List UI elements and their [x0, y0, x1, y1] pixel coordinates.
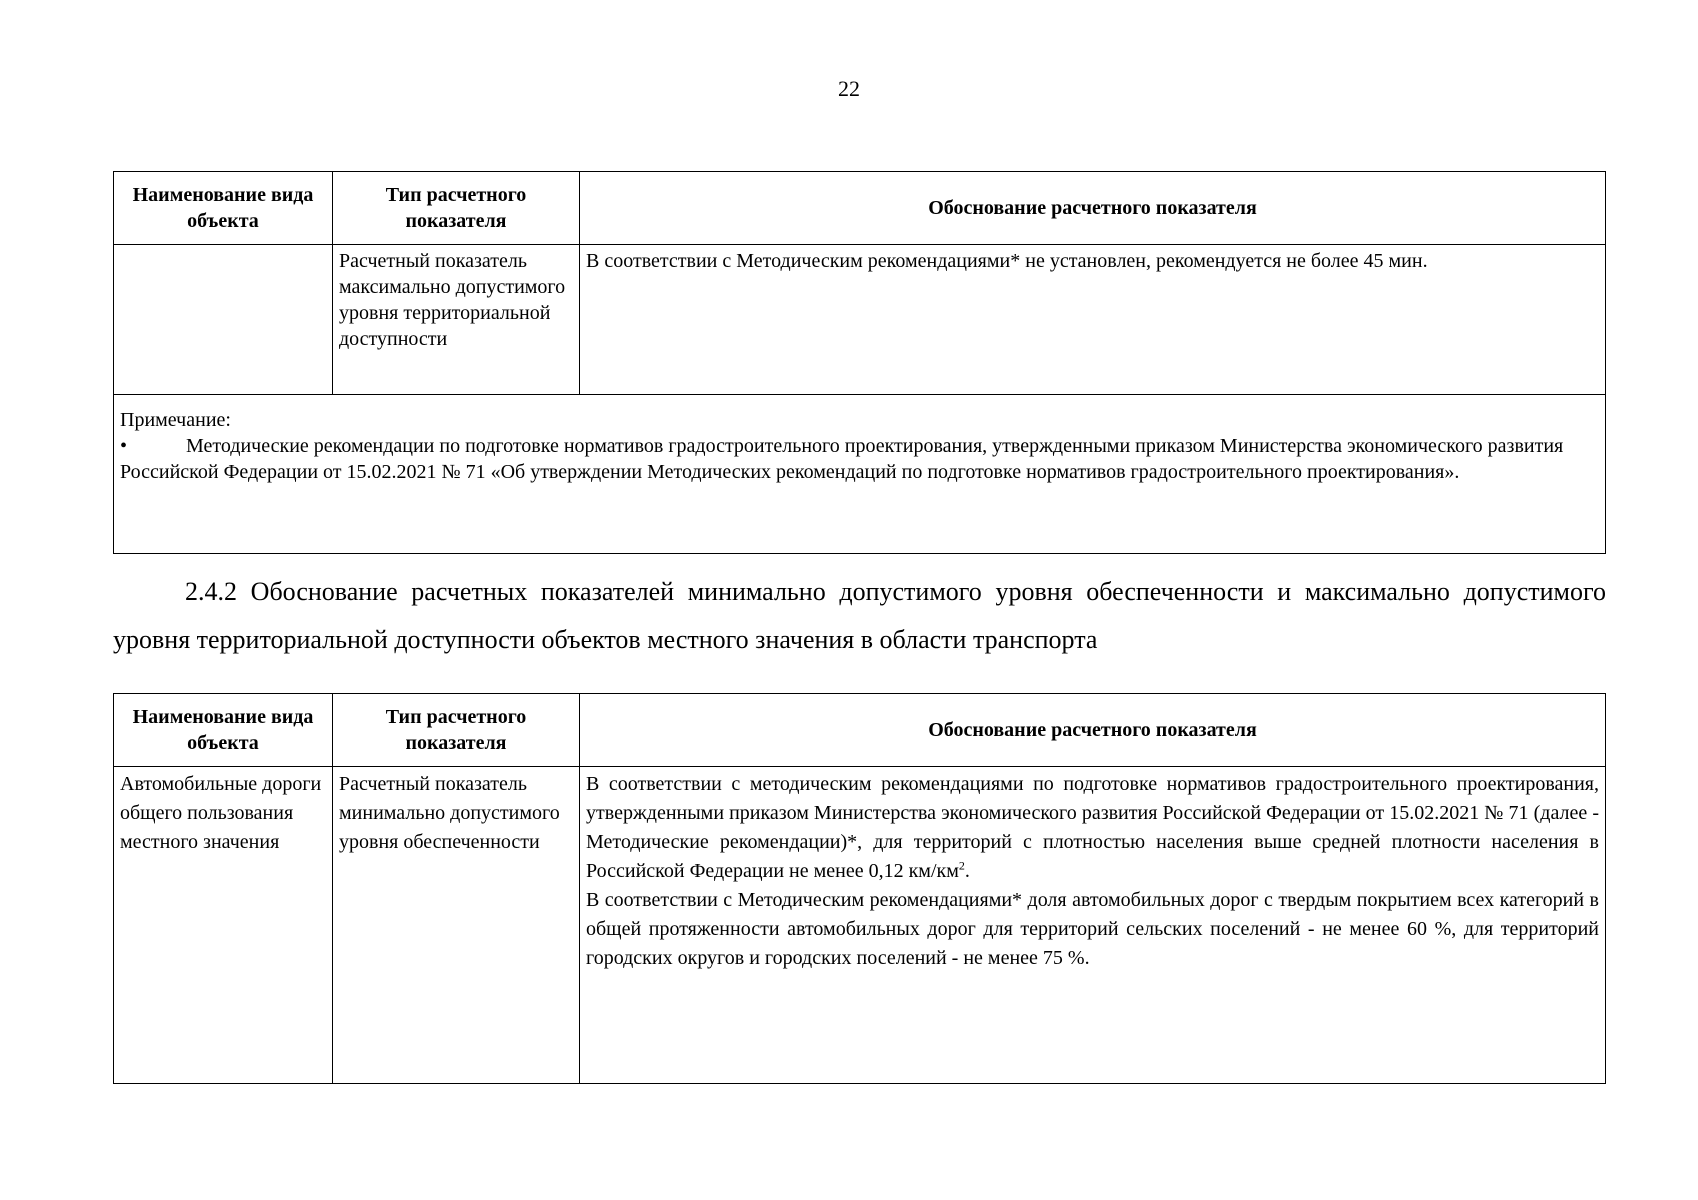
- table-row: [114, 767, 1606, 1084]
- header-object-name: Наименование вида объекта: [114, 172, 333, 245]
- table-row: [114, 245, 1606, 395]
- note-bullet: •: [120, 435, 128, 457]
- cell-indicator-type: Расчетный показатель максимально допустимого уровня территориальной доступности: [333, 245, 580, 395]
- cell-object-name: Автомобильные дороги общего пользования местного значения: [114, 767, 333, 1084]
- note-text-block: [120, 433, 1599, 485]
- note-label: Примечание:: [120, 409, 231, 431]
- cell-justification: В соответствии с Методическим рекомендациями* не установлен, рекомендуется не более 45 мин.: [580, 245, 1606, 395]
- cell-indicator-type: Расчетный показатель минимально допустимого уровня обеспеченности: [333, 767, 580, 1084]
- header-object-name: Наименование вида объекта: [114, 694, 333, 767]
- page-number: 22: [838, 76, 860, 101]
- section-heading: [113, 568, 1606, 664]
- cell-object-name: [114, 245, 333, 395]
- table-header-row: [114, 172, 1606, 245]
- indicator-table-1: [113, 171, 1606, 554]
- table-header-row: [114, 694, 1606, 767]
- note-cell: [114, 395, 1606, 554]
- header-indicator-type: Тип расчетного показателя: [333, 694, 580, 767]
- cell-justification: [580, 767, 1606, 1084]
- header-justification: Обоснование расчетного показателя: [580, 172, 1606, 245]
- header-indicator-type: Тип расчетного показателя: [333, 172, 580, 245]
- indicator-table-2: [113, 693, 1606, 1084]
- note-row: [114, 395, 1606, 554]
- note-text: Методические рекомендации по подготовке нормативов градостроительного проектирования, утвержденными приказом Министерства экономического развития Российской Федерации от 15.02.2021 № 71 «Об утверждении Методических рекомендаций по подготовке нормативов градостроительного проектирования».: [120, 435, 1564, 483]
- justification-paragraph-2: В соответствии с Методическим рекомендациями* доля автомобильных дорог с твердым покрытием всех категорий в общей протяженности автомобильных дорог для территорий сельских поселений - не менее 60 %, для территорий городских округов и городских поселений - не менее 75 %.: [586, 889, 1599, 969]
- justification-paragraph-1: В соответствии с методическим рекомендациями по подготовке нормативов градостроительного проектирования, утвержденными приказом Министерства экономического развития Российской Федерации от 15.02.2021 № 71 (далее - Методические рекомендации)*, для территорий с плотностью населения выше средней плотности населения в Российской Федерации не менее 0,12 $км/км^2$.: [586, 773, 1599, 882]
- header-justification: Обоснование расчетного показателя: [580, 694, 1606, 767]
- superscript-2: 2: [958, 858, 965, 873]
- section-heading-text: 2.4.2 Обоснование расчетных показателей минимально допустимого уровня обеспеченности и максимально допустимого уровня территориальной доступности объектов местного значения в области транспорта: [113, 577, 1606, 654]
